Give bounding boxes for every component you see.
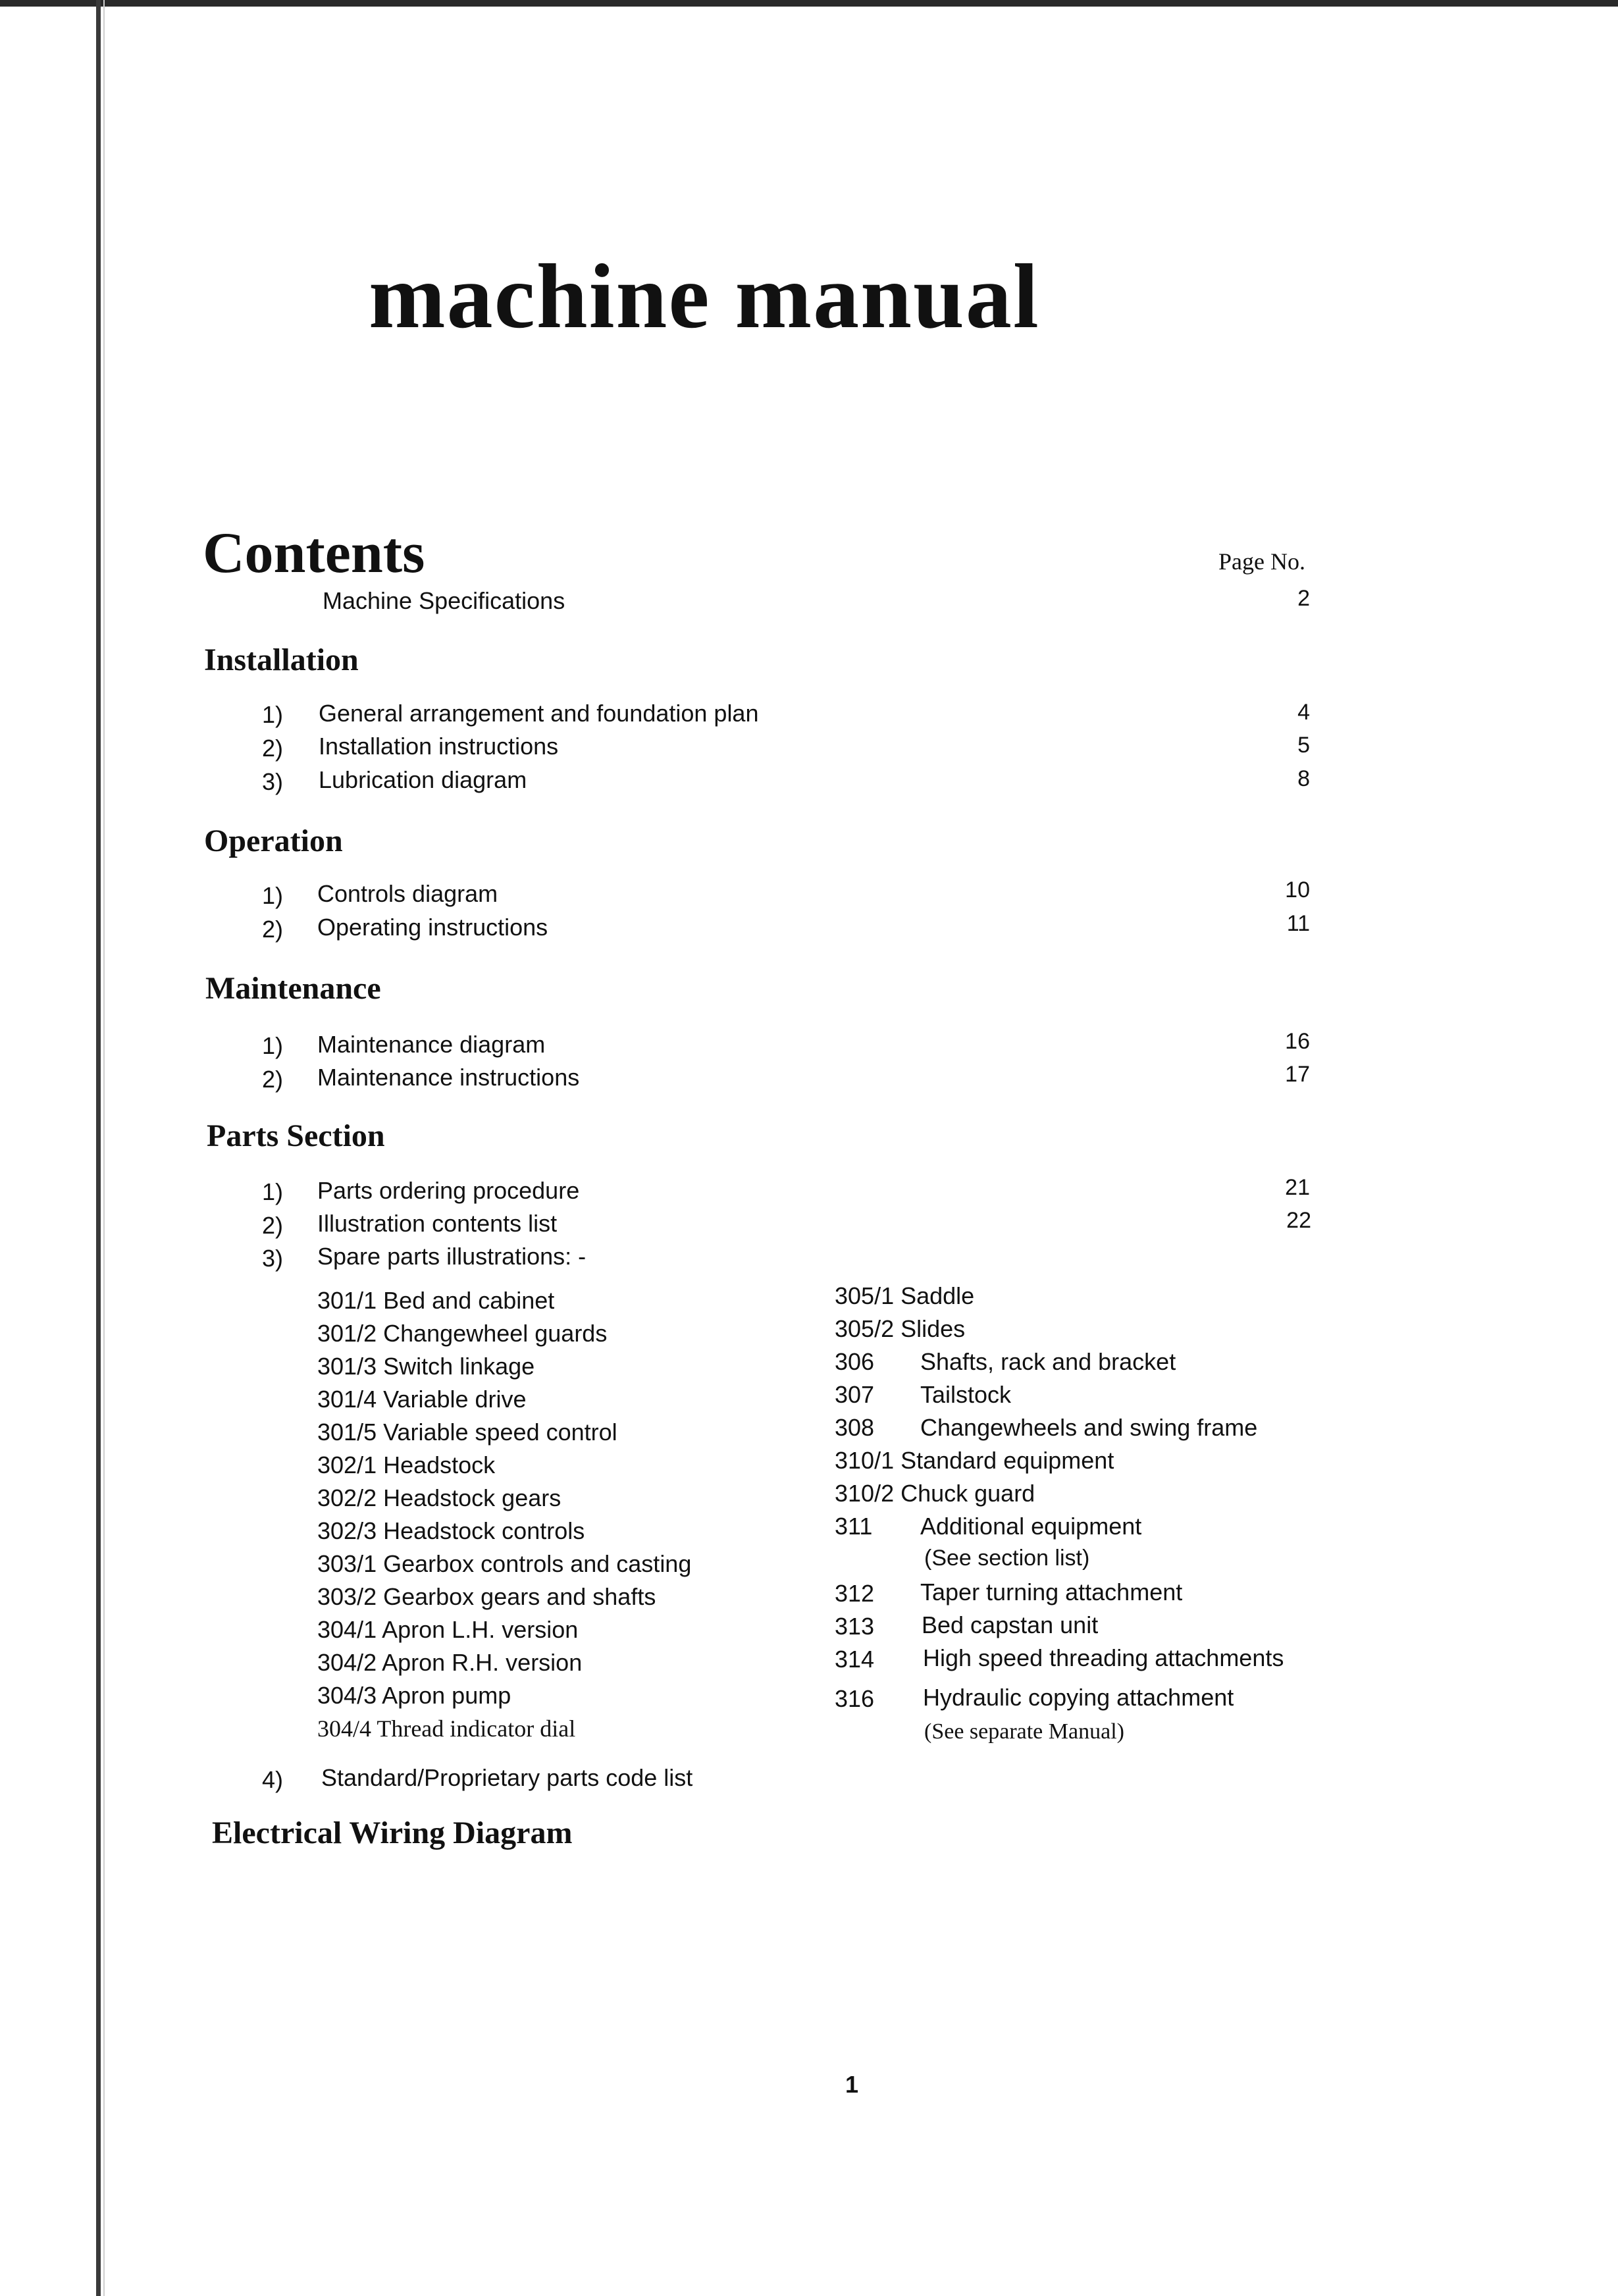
illustration-code: 307 [835,1381,875,1408]
operation-label: Operating instructions [317,914,548,941]
operation-heading: Operation [204,823,343,858]
maintenance-page: 17 [1285,1062,1310,1087]
operation-num: 2) [262,916,284,943]
illustration-code: 316 [835,1685,875,1712]
parts-num: 2) [262,1212,284,1239]
document-title: machine manual [369,246,1040,348]
illustration-item: 301/3 Switch linkage [317,1353,535,1380]
illustration-code: 305/2 Slides [835,1315,966,1342]
illustration-code: 310/1 Standard equipment [835,1447,1114,1474]
installation-label: Lubrication diagram [319,766,527,793]
illustration-item: 302/2 Headstock gears [317,1484,561,1511]
parts-page: 22 [1286,1208,1311,1233]
illustration-label: High speed threading attachments [923,1644,1284,1671]
illustration-item: 304/4 Thread indicator dial [317,1715,576,1742]
illustration-item: 303/2 Gearbox gears and shafts [317,1583,656,1610]
illustration-item: 304/1 Apron L.H. version [317,1616,579,1643]
illustration-note: (See section list) [924,1546,1090,1571]
parts-label: Illustration contents list [317,1210,558,1237]
illustration-label: Bed capstan unit [922,1611,1099,1638]
illustration-code: 308 [835,1414,875,1441]
illustration-code: 312 [835,1580,875,1607]
installation-page: 8 [1297,766,1310,791]
installation-num: 3) [262,768,284,795]
page-number: 1 [845,2071,859,2098]
parts-label: Spare parts illustrations: - [317,1243,587,1270]
maintenance-num: 1) [262,1032,284,1059]
scan-top-edge [0,0,1618,7]
installation-page: 4 [1297,700,1310,725]
spec-label: Machine Specifications [323,587,565,614]
illustration-code: 310/2 Chuck guard [835,1480,1035,1507]
contents-heading: Contents [203,521,425,585]
electrical-heading: Electrical Wiring Diagram [212,1815,573,1850]
parts-heading: Parts Section [207,1118,385,1153]
illustration-code: 305/1 Saddle [835,1282,975,1309]
operation-page: 10 [1285,877,1310,902]
illustration-item: 304/3 Apron pump [317,1682,511,1709]
maintenance-label: Maintenance diagram [317,1031,546,1058]
illustration-label: Shafts, rack and bracket [920,1348,1176,1375]
illustration-note: (See separate Manual) [924,1719,1124,1744]
illustration-code: 314 [835,1646,875,1673]
scan-binding-edge [96,0,101,2296]
illustration-item: 303/1 Gearbox controls and casting [317,1550,692,1577]
operation-num: 1) [262,882,284,909]
illustration-item: 302/3 Headstock controls [317,1517,585,1544]
parts-num: 1) [262,1178,284,1205]
illustration-code: 311 [835,1513,873,1540]
illustration-item: 302/1 Headstock [317,1451,496,1478]
parts-label: Parts ordering procedure [317,1177,580,1204]
illustration-item: 304/2 Apron R.H. version [317,1649,583,1676]
installation-page: 5 [1297,733,1310,758]
illustration-code: 313 [835,1613,875,1640]
installation-heading: Installation [204,642,359,677]
page-no-header: Page No. [1218,548,1305,575]
maintenance-heading: Maintenance [205,971,381,1006]
illustration-label: Additional equipment [920,1513,1142,1540]
maintenance-label: Maintenance instructions [317,1064,580,1091]
maintenance-num: 2) [262,1066,284,1093]
illustration-label: Changewheels and swing frame [920,1414,1258,1441]
operation-label: Controls diagram [317,880,498,907]
installation-num: 1) [262,701,284,728]
parts-num: 3) [262,1245,284,1272]
illustration-label: Hydraulic copying attachment [923,1684,1234,1711]
parts-page: 21 [1285,1175,1310,1200]
illustration-item: 301/4 Variable drive [317,1386,527,1413]
parts-num: 4) [262,1766,284,1793]
installation-label: Installation instructions [319,733,559,760]
maintenance-page: 16 [1285,1029,1310,1054]
illustration-item: 301/2 Changewheel guards [317,1320,608,1347]
illustration-item: 301/1 Bed and cabinet [317,1287,555,1314]
illustration-label: Tailstock [920,1381,1012,1408]
installation-num: 2) [262,735,284,762]
spec-page: 2 [1297,586,1310,611]
illustration-label: Taper turning attachment [920,1578,1183,1605]
scan-binding-shadow [103,0,105,2296]
parts-label: Standard/Proprietary parts code list [321,1764,693,1791]
illustration-code: 306 [835,1348,875,1375]
illustration-item: 301/5 Variable speed control [317,1419,617,1446]
installation-label: General arrangement and foundation plan [319,700,759,727]
operation-page: 11 [1286,911,1310,936]
